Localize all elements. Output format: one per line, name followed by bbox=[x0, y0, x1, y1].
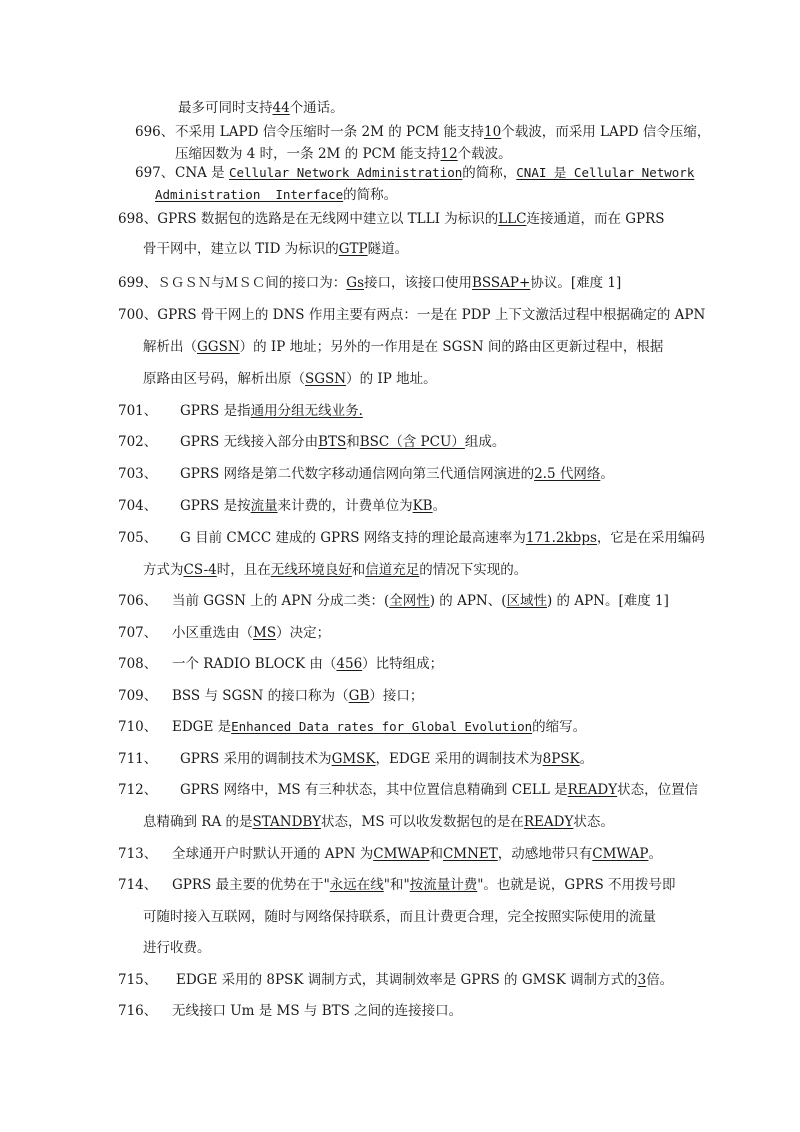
answer: 8PSK bbox=[542, 751, 580, 767]
item-number: 701、 bbox=[118, 403, 158, 419]
text: 解析出（ bbox=[143, 339, 197, 355]
text: 状态，位置信 bbox=[617, 782, 699, 798]
text: 可随时接入互联网，随时与网络保持联系，而且计费更合理，完全按照实际使用的流量 bbox=[143, 909, 656, 925]
item-698-line-1 bbox=[118, 210, 665, 228]
text: 的缩写。 bbox=[532, 719, 587, 735]
answer-44: 44 bbox=[272, 100, 290, 116]
text: GPRS 采用的调制技术为 bbox=[180, 751, 332, 767]
text: ) 的 APN。[难度 1] bbox=[546, 593, 669, 609]
text: ，动感地带只有 bbox=[497, 846, 593, 862]
text: 全球通开户时默认开通的 APN 为 bbox=[172, 846, 374, 862]
text: GPRS 无线接入部分由 bbox=[180, 434, 319, 450]
text: 小区重选由（ bbox=[172, 625, 253, 641]
answer: GGSN bbox=[197, 339, 240, 355]
text: GPRS 是按 bbox=[180, 498, 251, 514]
item-number: 715、 bbox=[118, 972, 158, 988]
text: 的简称， bbox=[462, 165, 517, 181]
answer: BSC（含 PCU） bbox=[359, 434, 465, 450]
answer: KB bbox=[412, 498, 433, 514]
text: 的简称。 bbox=[343, 187, 398, 203]
item-701 bbox=[118, 402, 363, 420]
item-709 bbox=[118, 687, 423, 705]
answer: CMWAP bbox=[592, 846, 649, 862]
item-705-line-1 bbox=[118, 529, 705, 547]
answer: GMSK bbox=[331, 751, 376, 767]
answer: 区域性 bbox=[506, 593, 547, 609]
answer: LLC bbox=[498, 211, 527, 227]
item-713 bbox=[118, 845, 662, 863]
item-number: 716、 bbox=[118, 1003, 158, 1019]
answer: 2.5 代网络 bbox=[534, 466, 601, 482]
answer: 无线环境良好 bbox=[270, 562, 352, 578]
answer: CMNET bbox=[442, 846, 498, 862]
text: 骨干网中，建立以 TID 为标识的 bbox=[143, 241, 339, 257]
item-number: 708、 bbox=[118, 656, 158, 672]
answer: Cellular Network Administration bbox=[228, 165, 463, 180]
answer: CS-4 bbox=[183, 562, 217, 578]
answer: 信道充足 bbox=[365, 562, 420, 578]
item-700-line-1 bbox=[118, 306, 705, 324]
item-number: 697、 bbox=[135, 165, 175, 181]
item-number: 702、 bbox=[118, 434, 158, 450]
text: BSS 与 SGSN 的接口称为（ bbox=[172, 688, 349, 704]
text: ，EDGE 采用的调制技术为 bbox=[375, 751, 543, 767]
text: GPRS 网络中，MS 有三种状态，其中位置信息精确到 CELL 是 bbox=[180, 782, 568, 798]
text: ) 的 APN、( bbox=[429, 593, 507, 609]
answer: 171.2kbps bbox=[525, 530, 597, 546]
text: 个载波。 bbox=[457, 146, 512, 162]
text: 。 bbox=[579, 751, 594, 767]
item-number: 714、 bbox=[118, 877, 158, 893]
answer: CNAI 是 Cellular Network bbox=[516, 165, 695, 180]
answer: 10 bbox=[484, 124, 502, 140]
text: EDGE 是 bbox=[172, 719, 232, 735]
answer: 3 bbox=[637, 972, 647, 988]
text: 息精确到 RA 的是 bbox=[143, 814, 253, 830]
answer: 流量 bbox=[250, 498, 278, 514]
answer: 按流量计费 bbox=[409, 877, 478, 893]
answer: 通用分组无线业务. bbox=[250, 403, 363, 419]
item-711 bbox=[118, 750, 593, 768]
item-705-line-2 bbox=[143, 561, 527, 579]
text: 。 bbox=[432, 498, 447, 514]
item-number: 705、 bbox=[118, 530, 158, 546]
text: GPRS 数据包的选路是在无线网中建立以 TLLI 为标识的 bbox=[157, 211, 499, 227]
item-715 bbox=[118, 971, 673, 989]
text: GPRS 是指 bbox=[180, 403, 251, 419]
text: CNA 是 bbox=[175, 165, 225, 181]
item-number: 706、 bbox=[118, 593, 158, 609]
text: GPRS 网络是第二代数字移动通信网向第三代通信网演进的 bbox=[180, 466, 535, 482]
item-700-line-3 bbox=[143, 370, 437, 388]
item-697-line-1 bbox=[135, 164, 694, 182]
item-number: 713、 bbox=[118, 846, 158, 862]
item-712-line-1 bbox=[118, 781, 698, 799]
text: 连接通道，而在 GPRS bbox=[526, 211, 665, 227]
item-697-line-2 bbox=[155, 186, 397, 204]
text: GPRS 骨干网上的 DNS 作用主要有两点：一是在 PDP 上下文激活过程中根据确定的 APN bbox=[157, 307, 706, 323]
item-702 bbox=[118, 433, 505, 451]
text: ）的 IP 地址。 bbox=[346, 371, 437, 387]
text: ＳＧＳＮ与ＭＳＣ间的接口为： bbox=[157, 275, 347, 291]
text: 方式为 bbox=[143, 562, 184, 578]
item-704 bbox=[118, 497, 446, 515]
text: EDGE 采用的 8PSK 调制方式，其调制效率是 GPRS 的 GMSK 调制方式的 bbox=[176, 972, 638, 988]
item-714-line-3 bbox=[143, 939, 211, 957]
text: 和 bbox=[351, 562, 366, 578]
text: "。也就是说，GPRS 不用拨号即 bbox=[477, 877, 676, 893]
answer: READY bbox=[523, 814, 574, 830]
answer: STANDBY bbox=[252, 814, 321, 830]
text: 和 bbox=[346, 434, 360, 450]
answer: 全网性 bbox=[389, 593, 430, 609]
item-714-line-2 bbox=[143, 908, 656, 926]
text: 的情况下实现的。 bbox=[419, 562, 528, 578]
text: 倍。 bbox=[646, 972, 674, 988]
item-712-line-2 bbox=[143, 813, 614, 831]
item-number: 699、 bbox=[118, 275, 158, 291]
item-700-line-2 bbox=[143, 338, 663, 356]
text: 来计费的，计费单位为 bbox=[277, 498, 413, 514]
answer: MS bbox=[253, 625, 277, 641]
answer: CMWAP bbox=[373, 846, 430, 862]
answer: 永远在线 bbox=[329, 877, 384, 893]
answer: READY bbox=[567, 782, 618, 798]
text: 和 bbox=[429, 846, 443, 862]
item-696-line-1 bbox=[135, 123, 710, 141]
answer: BTS bbox=[318, 434, 347, 450]
text: ）接口； bbox=[369, 688, 424, 704]
text: "和" bbox=[383, 877, 410, 893]
text: 隧道。 bbox=[367, 241, 409, 257]
text: 不采用 LAPD 信令压缩时一条 2M 的 PCM 能支持 bbox=[175, 124, 485, 140]
text: 。 bbox=[600, 466, 614, 482]
answer: Gs bbox=[346, 275, 364, 291]
answer: SGSN bbox=[305, 371, 347, 387]
answer: 456 bbox=[336, 656, 363, 672]
item-number: 711、 bbox=[118, 751, 158, 767]
text: 。 bbox=[648, 846, 662, 862]
text: 进行收费。 bbox=[143, 940, 211, 956]
text: 当前 GGSN 上的 APN 分成二类：( bbox=[172, 593, 390, 609]
text: 组成。 bbox=[464, 434, 506, 450]
text: 接口，该接口使用 bbox=[364, 275, 472, 291]
item-708 bbox=[118, 655, 443, 673]
text: ）的 IP 地址；另外的一作用是在 SGSN 间的路由区更新过程中，根据 bbox=[239, 339, 664, 355]
text: 个通话。 bbox=[289, 100, 344, 116]
item-number: 704、 bbox=[118, 498, 158, 514]
item-number: 698、 bbox=[118, 211, 158, 227]
text: G 目前 CMCC 建成的 GPRS 网络支持的理论最高速率为 bbox=[180, 530, 526, 546]
text: 协议。[难度 1] bbox=[530, 275, 622, 291]
item-716 bbox=[118, 1002, 462, 1020]
text: 无线接口 Um 是 MS 与 BTS 之间的连接接口。 bbox=[172, 1003, 463, 1019]
answer: BSSAP+ bbox=[472, 275, 531, 291]
text: ）决定； bbox=[276, 625, 331, 641]
item-714-line-1 bbox=[118, 876, 675, 894]
item-710 bbox=[118, 718, 586, 736]
item-703 bbox=[118, 465, 614, 483]
item-707 bbox=[118, 624, 330, 642]
text: 最多可同时支持 bbox=[178, 100, 273, 116]
answer: GTP bbox=[338, 241, 368, 257]
text: ）比特组成； bbox=[362, 656, 444, 672]
text: 时，且在 bbox=[216, 562, 271, 578]
answer: GB bbox=[348, 688, 370, 704]
item-698-line-2 bbox=[143, 240, 408, 258]
item-number: 707、 bbox=[118, 625, 158, 641]
answer: 12 bbox=[440, 146, 458, 162]
item-696-line-2 bbox=[175, 145, 512, 163]
text: 状态，MS 可以收发数据包的是在 bbox=[321, 814, 524, 830]
text: 状态。 bbox=[573, 814, 614, 830]
answer: Administration Interface bbox=[155, 187, 344, 202]
item-number: 710、 bbox=[118, 719, 158, 735]
item-699 bbox=[118, 274, 621, 292]
item-number: 696、 bbox=[135, 124, 175, 140]
text: GPRS 最主要的优势在于" bbox=[172, 877, 330, 893]
text: 个载波，而采用 LAPD 信令压缩， bbox=[501, 124, 711, 140]
item-number: 703、 bbox=[118, 466, 158, 482]
item-number: 709、 bbox=[118, 688, 158, 704]
item-706 bbox=[118, 592, 669, 610]
text: 一个 RADIO BLOCK 由（ bbox=[172, 656, 337, 672]
item-695-continuation bbox=[178, 99, 344, 117]
item-number: 712、 bbox=[118, 782, 158, 798]
item-number: 700、 bbox=[118, 307, 158, 323]
text: ，它是在采用编码 bbox=[596, 530, 705, 546]
text: 压缩因数为 4 时，一条 2M 的 PCM 能支持 bbox=[175, 146, 441, 162]
text: 原路由区号码，解析出原（ bbox=[143, 371, 305, 387]
answer: Enhanced Data rates for Global Evolution bbox=[231, 719, 533, 734]
